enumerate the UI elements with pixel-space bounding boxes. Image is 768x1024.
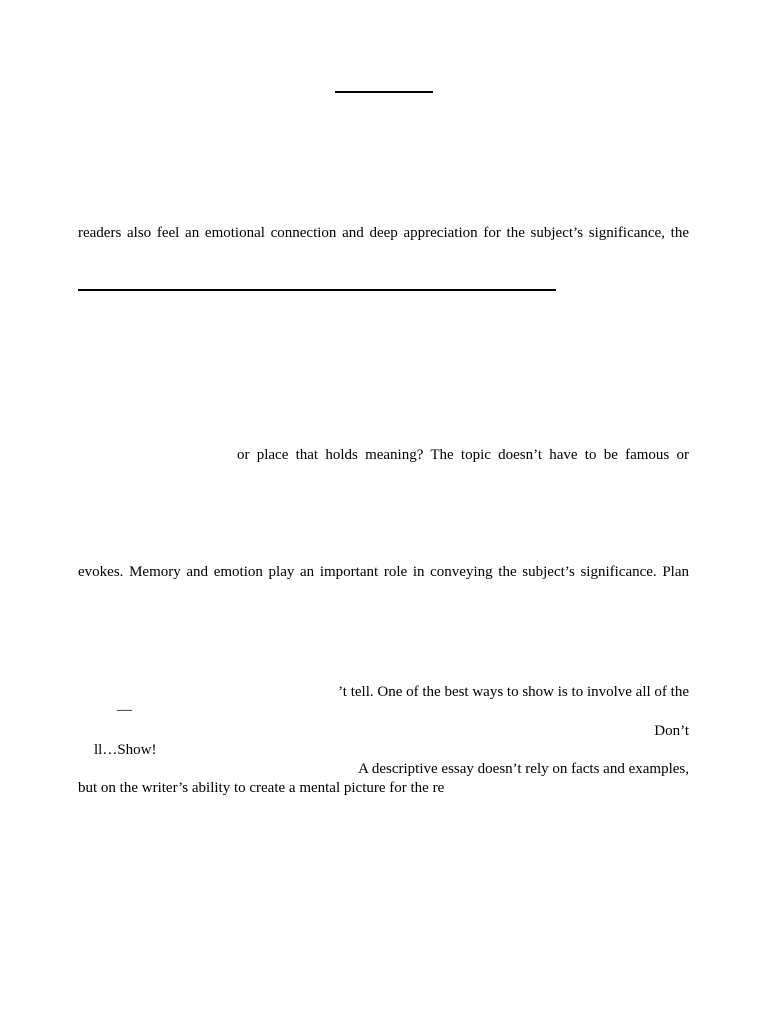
text-line-3: evokes. Memory and emotion play an important role in conveying the subject’s significance. Plan bbox=[78, 564, 689, 580]
text-line-9: but on the writer’s ability to create a mental picture for the re bbox=[78, 780, 445, 796]
text-line-8: A descriptive essay doesn’t rely on facts and examples, bbox=[358, 761, 689, 777]
heading-underline bbox=[78, 289, 556, 291]
text-line-7: ll…Show! bbox=[94, 742, 157, 758]
text-line-5: — bbox=[117, 702, 132, 718]
text-line-6: Don’t bbox=[654, 723, 689, 739]
title-underline bbox=[335, 91, 433, 93]
text-line-4: ’t tell. One of the best ways to show is to involve all of the bbox=[338, 684, 689, 700]
text-line-2: or place that holds meaning? The topic doesn’t have to be famous or bbox=[237, 447, 689, 463]
text-line-1: readers also feel an emotional connection and deep appreciation for the subject’s significance, the bbox=[78, 225, 689, 241]
